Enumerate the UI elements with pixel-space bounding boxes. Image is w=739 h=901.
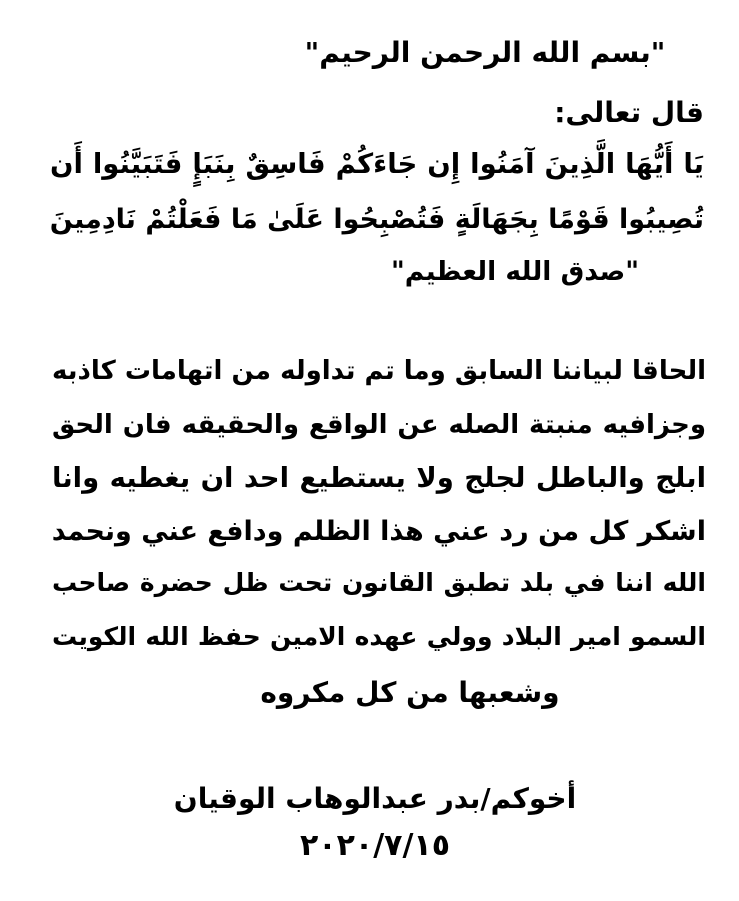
verse-line-1: يَا أَيُّهَا الَّذِينَ آمَنُوا إِن جَاءَكُمْ فَاسِقٌ بِنَبَإٍ فَتَبَيَّنُوا أَن — [50, 148, 704, 180]
body-line: السمو امير البلاد وولي عهده الامين حفظ الله الكويت — [52, 622, 706, 651]
basmala-heading: "بسم الله الرحمن الرحيم" — [304, 36, 666, 69]
signature-name: أخوكم/بدر عبدالوهاب الوقيان — [173, 782, 577, 815]
body-line: الله اننا في بلد تطبق القانون تحت ظل حضرة صاحب — [52, 568, 706, 597]
body-line: ابلج والباطل لجلج ولا يستطيع احد ان يغطيه وانا — [52, 462, 706, 494]
verse-line-2: تُصِيبُوا قَوْمًا بِجَهَالَةٍ فَتُصْبِحُوا عَلَىٰ مَا فَعَلْتُمْ نَادِمِينَ — [49, 204, 704, 235]
body-line: اشكر كل من رد عني هذا الظلم ودافع عني ونحمد — [51, 516, 706, 547]
signature-date: ٢٠٢٠/٧/١٥ — [299, 828, 451, 863]
body-line-last: وشعبها من كل مكروه — [260, 676, 560, 709]
quote-intro: قال تعالى: — [554, 96, 704, 129]
verse-closing: "صدق الله العظيم" — [391, 256, 639, 287]
body-line: وجزافيه منبتة الصله عن الواقع والحقيقه فان الحق — [52, 410, 706, 440]
body-line: الحاقا لبياننا السابق وما تم تداوله من اتهامات كاذبه — [52, 356, 706, 386]
